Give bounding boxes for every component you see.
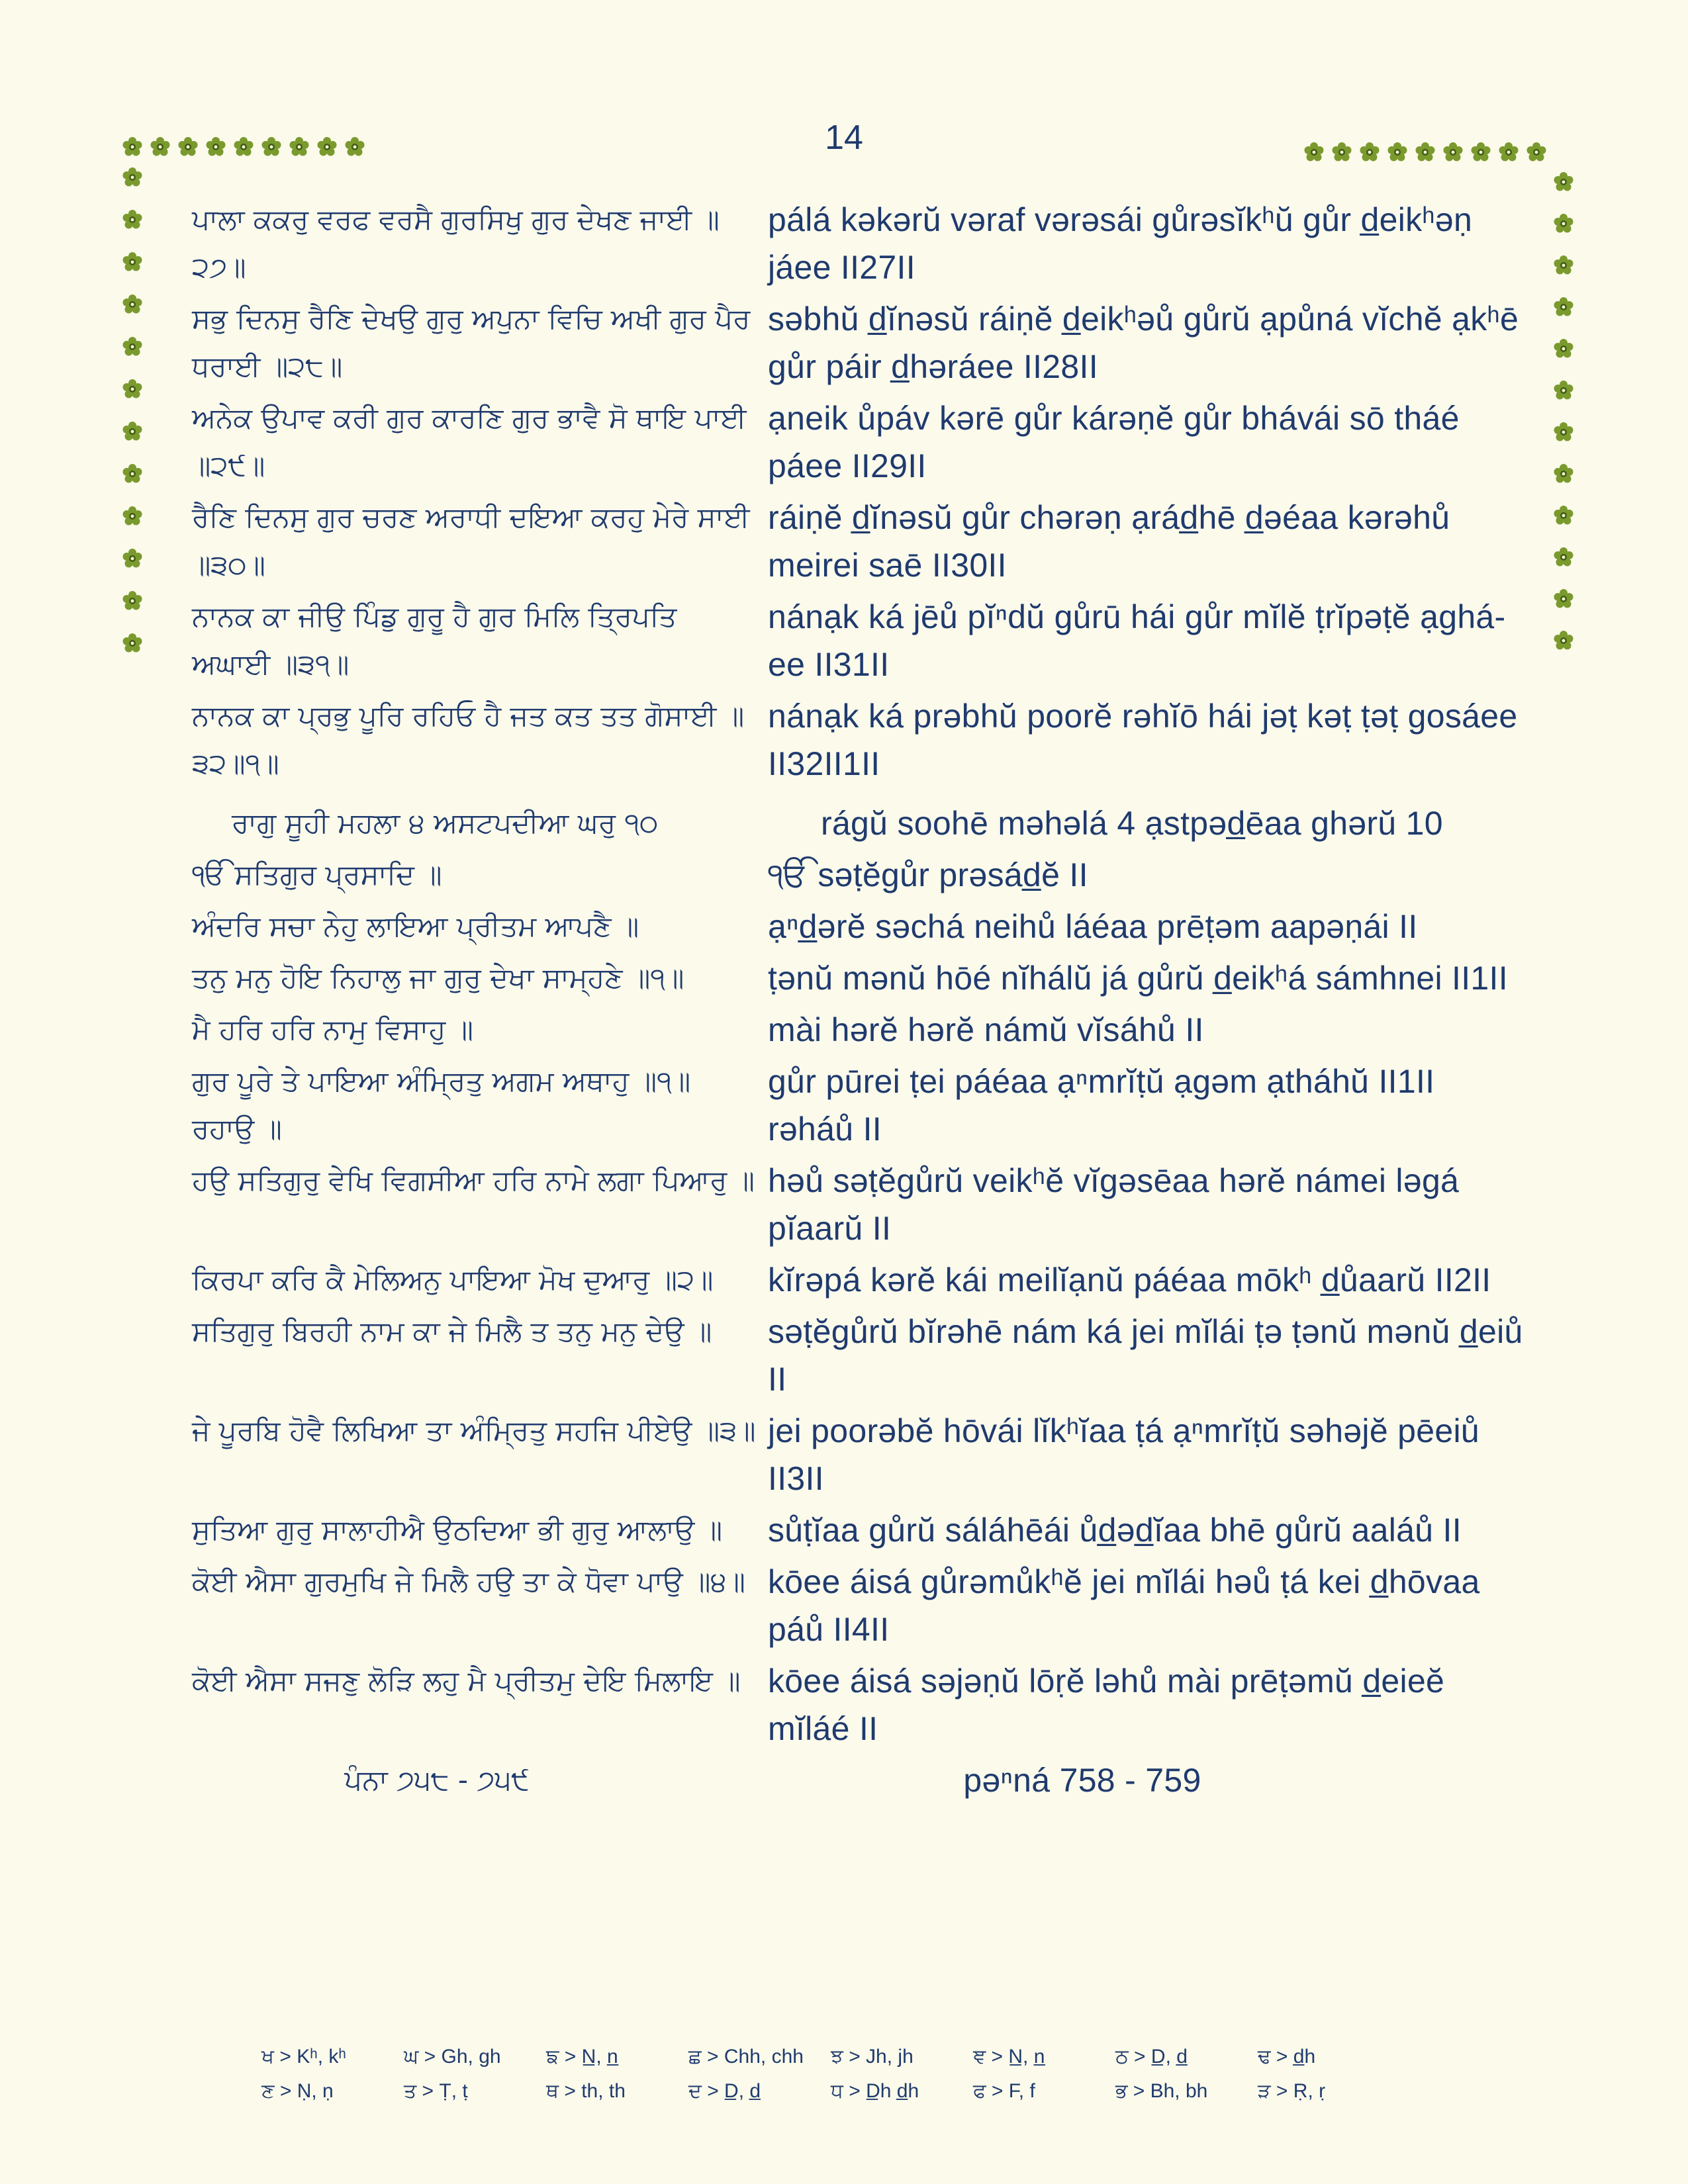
verse-gurmukhi: ਨਾਨਕ ਕਾ ਜੀਉ ਪਿੰਡੁ ਗੁਰੂ ਹੈ ਗੁਰ ਮਿਲਿ ਤ੍ਰਿਪਤਿ ਅਘਾਈ ॥੩੧॥ [192, 600, 677, 680]
flower-icon [123, 633, 142, 653]
verse-gurmukhi: ਕੋਈ ਐਸਾ ਸਜਣੁ ਲੋੜਿ ਲਹੁ ਮੈ ਪ੍ਰੀਤਮੁ ਦੇਇ ਮਿਲਾਇ ॥ [192, 1664, 741, 1697]
verse-row [192, 1506, 1529, 1554]
flower-icon [1554, 464, 1573, 483]
verse-gurmukhi: ਕੋਈ ਐਸਾ ਗੁਰਮੁਖਿ ਜੇ ਮਿਲੈ ਹਉ ਤਾ ਕੇ ਧੋਵਾ ਪਾਉ ॥੪॥ [192, 1565, 745, 1598]
verse-row [192, 394, 1529, 490]
verse-row [192, 196, 1529, 291]
flower-icon [1554, 631, 1573, 650]
verse-gurmukhi: ਪਾਲਾ ਕਕਰੁ ਵਰਫ ਵਰਸੈ ਗੁਰਸਿਖੁ ਗੁਰ ਦੇਖਣ ਜਾਈ ॥੨੭॥ [192, 203, 720, 283]
verse-row [192, 1157, 1529, 1252]
flower-icon [123, 167, 142, 187]
raag-heading [192, 799, 1529, 847]
flower-icon [123, 337, 142, 356]
legend-item: ੜ > Ṛ, ṛ [1258, 2080, 1326, 2102]
flower-icon [1554, 297, 1573, 316]
verse-translit: ṭənŭ mənŭ hōé nĭhálŭ já gůrŭ d̲eikʰá sámhnei II1II [768, 960, 1508, 997]
verse-row [192, 1558, 1529, 1653]
legend-item: ਞ > N̲, n̲ [973, 2046, 1045, 2068]
verse-gurmukhi: ਸਤਿਗੁਰੁ ਬਿਰਹੀ ਨਾਮ ਕਾ ਜੇ ਮਿਲੈ ਤ ਤਨੁ ਮਨੁ ਦੇਉ ॥ [192, 1315, 712, 1347]
verse-row [192, 1308, 1529, 1403]
legend-item: ਫ > F, f [973, 2080, 1035, 2102]
flower-icon [123, 549, 142, 568]
flower-icon [1554, 506, 1573, 525]
verse-translit: sůṭĭaa gůrŭ sáláhēái ůd̲əd̲ĭaa bhē gůrŭ aaláů II [768, 1512, 1462, 1549]
verse-translit: pálá kəkərŭ vəraf vərəsái gůrəsĭkʰŭ gůr d̲eikʰəṇ jáee II27II [768, 201, 1473, 286]
verse-gurmukhi: ਨਾਨਕ ਕਾ ਪ੍ਰਭੁ ਪੂਰਿ ਰਹਿਓ ਹੈ ਜਤ ਕਤ ਤਤ ਗੋਸਾਈ ॥੩੨॥੧॥ [192, 700, 745, 780]
verse-row [192, 1407, 1529, 1502]
legend-item: ਥ > th, th [546, 2080, 626, 2102]
flower-icon [123, 591, 142, 610]
flower-icon [123, 506, 142, 525]
verse-translit: ráiṇĕ d̲ĭnəsŭ gůr chərəṇ ạrád̲hē d̲əéaa kərəhů meirei saē II30II [768, 499, 1450, 584]
verse-translit: ạneik ůpáv kərē gůr kárəṇĕ gůr bhávái sō tháé páee II29II [768, 400, 1460, 484]
raag-heading-translit: rágŭ soohē məhəlá 4 ạstpəd̲ēaa ghərŭ 10 [821, 805, 1443, 842]
verse-gurmukhi: ਅੰਦਰਿ ਸਚਾ ਨੇਹੁ ਲਾਇਆ ਪ੍ਰੀਤਮ ਆਪਣੈ ॥ [192, 910, 639, 942]
verse-translit: həů səṭĕgůrŭ veikʰĕ vĭgəsēaa hərĕ námei ləgá pĭaarŭ II [768, 1162, 1460, 1247]
legend-item: ਛ > Chh, chh [688, 2046, 804, 2068]
legend-row [261, 2074, 1453, 2109]
flower-icon [1554, 214, 1573, 233]
legend-item: ਠ > D̲, d̲ [1115, 2046, 1188, 2068]
page-ref-gurmukhi: ਪੰਨਾ ੭੫੮ - ੭੫੯ [344, 1764, 530, 1796]
verse-translit: gůr pūrei ṭei páéaa ạⁿmrĭṭŭ ạgəm ạtháhŭ II1II rəháů II [768, 1063, 1435, 1148]
verse-gurmukhi: ਮੈ ਹਰਿ ਹਰਿ ਨਾਮੁ ਵਿਸਾਹੁ ॥ [192, 1013, 473, 1046]
verse-row [192, 692, 1529, 788]
verse-translit: kĭrəpá kərĕ kái meilĭạnŭ páéaa mōkʰ d̲ůaarŭ II2II [768, 1261, 1491, 1298]
verse-translit: kōee áisá səjəṇŭ lōṛĕ ləhů mài prēṭəmŭ d̲eieĕ mĭláé II [768, 1662, 1445, 1747]
flower-icon [1554, 589, 1573, 608]
verse-row [192, 295, 1529, 390]
verse-table [192, 192, 1529, 1804]
verse-row [192, 954, 1529, 1002]
verse-row [192, 1006, 1529, 1054]
page-reference [192, 1756, 1529, 1804]
legend-item: ਢ > d̲h [1258, 2046, 1316, 2068]
flower-icon [1554, 547, 1573, 567]
mangal-translit: ੴ səṭĕgůr prəsád̲ĕ II [768, 856, 1088, 893]
flower-icon [123, 210, 142, 229]
legend-item: ਣ > Ṇ, ṇ [261, 2080, 334, 2102]
legend-item: ਝ > Jh, jh [831, 2046, 914, 2068]
flower-icon [1554, 339, 1573, 358]
verse-gurmukhi: ਸੁਤਿਆ ਗੁਰੁ ਸਾਲਾਹੀਐ ਉਠਦਿਆ ਭੀ ਗੁਰੁ ਆਲਾਉ ॥ [192, 1514, 723, 1546]
flower-icon [1554, 172, 1573, 191]
verse-gurmukhi: ਗੁਰ ਪੂਰੇ ਤੇ ਪਾਇਆ ਅੰਮ੍ਰਿਤੁ ਅਗਮ ਅਥਾਹੁ ॥੧॥ ਰਹਾਉ ॥ [192, 1065, 691, 1145]
page-number: 14 [825, 118, 863, 157]
verse-row [192, 1657, 1529, 1752]
legend-item: ਙ > N̲, n̲ [546, 2046, 618, 2068]
verse-row [192, 903, 1529, 950]
legend-item: ਘ > Gh, gh [404, 2046, 501, 2068]
flower-icon [123, 295, 142, 314]
mangal-gurmukhi: ੴ ਸਤਿਗੁਰ ਪ੍ਰਸਾਦਿ ॥ [192, 858, 442, 891]
legend-item: ਤ > Ṭ, ṭ [404, 2080, 468, 2102]
verse-translit: kōee áisá gůrəmůkʰĕ jei mĭlái həů ṭá kei d̲hōvaa páů II4II [768, 1563, 1480, 1648]
verse-row [192, 1256, 1529, 1304]
flower-icon [123, 464, 142, 483]
legend-row [261, 2040, 1453, 2074]
flower-icon [123, 252, 142, 271]
verse-gurmukhi: ਹਉ ਸਤਿਗੁਰੁ ਵੇਖਿ ਵਿਗਸੀਆ ਹਰਿ ਨਾਮੇ ਲਗਾ ਪਿਆਰੁ ॥ [192, 1164, 755, 1197]
verse-gurmukhi: ਕਿਰਪਾ ਕਰਿ ਕੈ ਮੇਲਿਅਨੁ ਪਾਇਆ ਮੋਖ ਦੁਆਰੁ ॥੨॥ [192, 1263, 714, 1296]
verse-gurmukhi: ਰੈਣਿ ਦਿਨਸੁ ਗੁਰ ਚਰਣ ਅਰਾਧੀ ਦਇਆ ਕਰਹੁ ਮੇਰੇ ਸਾਈ ॥੩੦॥ [192, 501, 750, 581]
raag-heading-gurmukhi: ਰਾਗੁ ਸੂਹੀ ਮਹਲਾ ੪ ਅਸਟਪਦੀਆ ਘਰੁ ੧੦ [232, 807, 659, 839]
verse-translit: səṭĕgůrŭ bĭrəhē nám ká jei mĭlái ṭə ṭənŭ mənŭ d̲eiů II [768, 1313, 1523, 1398]
verse-translit: səbhŭ d̲ĭnəsŭ ráiṇĕ d̲eikʰəů gůrŭ ạpůná vĭchĕ ạkʰē gůr páir d̲həráee II28II [768, 300, 1519, 385]
transliteration-legend [261, 2040, 1453, 2109]
verse-gurmukhi: ਤਨੁ ਮਨੁ ਹੋਇ ਨਿਹਾਲੁ ਜਾ ਗੁਰੁ ਦੇਖਾ ਸਾਮ੍ਹਣੇ ॥੧॥ [192, 962, 684, 994]
verse-row [192, 593, 1529, 688]
flower-icon [1554, 422, 1573, 441]
flower-icon [1554, 381, 1573, 400]
legend-item: ਭ > Bh, bh [1115, 2080, 1208, 2102]
mangal-heading [192, 851, 1529, 899]
verse-gurmukhi: ਅਨੇਕ ਉਪਾਵ ਕਰੀ ਗੁਰ ਕਾਰਣਿ ਗੁਰ ਭਾਵੈ ਸੋ ਥਾਇ ਪਾਈ ॥੨੯॥ [192, 402, 747, 482]
verse-gurmukhi: ਜੇ ਪੂਰਬਿ ਹੋਵੈ ਲਿਖਿਆ ਤਾ ਅੰਮ੍ਰਿਤੁ ਸਹਜਿ ਪੀਏਉ ॥੩॥ [192, 1414, 756, 1447]
verse-translit: mài hərĕ hərĕ námŭ vĭsáhů II [768, 1011, 1204, 1048]
verse-translit: nánạk ká jēů pĭⁿdŭ gůrū hái gůr mĭlĕ ṭrĭpəṭĕ ạgháee II31II [768, 598, 1506, 683]
page-ref-translit: pəⁿná 758 - 759 [963, 1762, 1201, 1799]
legend-item: ਦ > D̲, d̲ [688, 2080, 761, 2102]
verse-translit: jei poorəbĕ hōvái lĭkʰĭaa ṭá ạⁿmrĭṭŭ səhəjĕ pēeiů II3II [768, 1412, 1479, 1497]
flower-icon [123, 422, 142, 441]
legend-item: ਧ > D̲h d̲h [831, 2080, 919, 2102]
verse-row [192, 494, 1529, 589]
flower-icon [123, 379, 142, 398]
verse-row [192, 1058, 1529, 1153]
flower-icon [1554, 255, 1573, 275]
verse-translit: nánạk ká prəbhŭ poorĕ rəhĭō hái jəṭ kəṭ ṭəṭ gosáee II32II1II [768, 698, 1518, 782]
legend-item: ਖ > Kʰ, kʰ [261, 2046, 346, 2068]
verse-translit: ạⁿd̲ərĕ səchá neihů láéaa prēṭəm aapəṇái II [768, 908, 1418, 945]
verse-gurmukhi: ਸਭੁ ਦਿਨਸੁ ਰੈਣਿ ਦੇਖਉ ਗੁਰੁ ਅਪੁਨਾ ਵਿਚਿ ਅਖੀ ਗੁਰ ਪੈਰ ਧਰਾਈ ॥੨੮॥ [192, 302, 751, 383]
